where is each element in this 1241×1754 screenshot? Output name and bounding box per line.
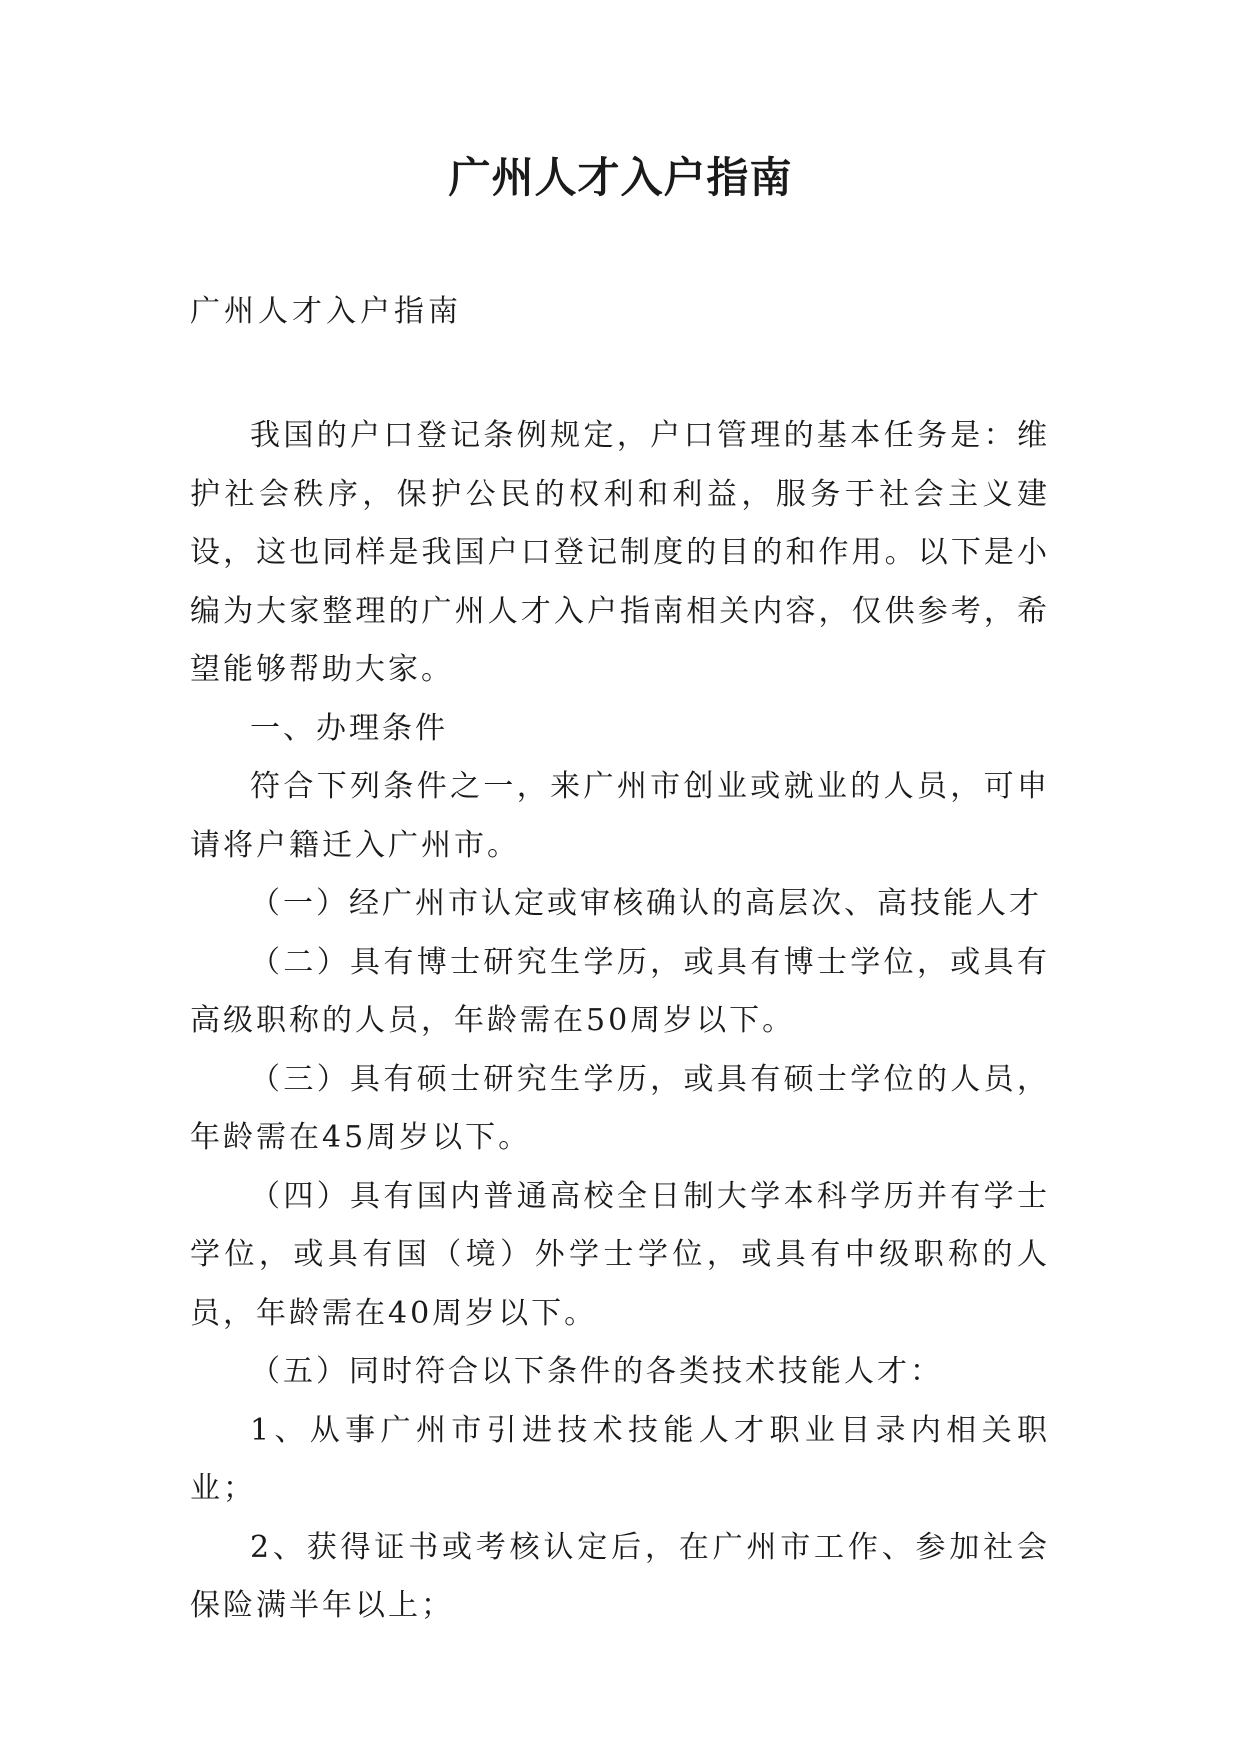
document-subtitle: 广州人才入户指南: [190, 294, 462, 329]
sub-condition-2: 2、获得证书或考核认定后，在广州市工作、参加社会保险满半年以上；: [190, 1529, 1050, 1623]
document-body: [190, 407, 1050, 1636]
sub-condition-1: 1、从事广州市引进技术技能人才职业目录内相关职业；: [190, 1412, 1050, 1506]
condition-item-1: （一）经广州市认定或审核确认的高层次、高技能人才: [250, 886, 1042, 921]
condition-item-5: （五）同时符合以下条件的各类技术技能人才：: [250, 1354, 943, 1389]
section-heading-conditions: 一、办理条件: [250, 710, 448, 746]
paragraph-intro: 我国的户口登记条例规定，户口管理的基本任务是：维护社会秩序，保护公民的权利和利益，服务于社会主义建设，这也同样是我国户口登记制度的目的和作用。以下是小编为大家整理的广州人才入户指南相关内容，仅供参考，希望能够帮助大家。: [190, 418, 1050, 687]
condition-item-3: （三）具有硕士研究生学历，或具有硕士学位的人员，年龄需在45周岁以下。: [190, 1061, 1050, 1155]
condition-item-4: （四）具有国内普通高校全日制大学本科学历并有学士学位，或具有国（境）外学士学位，或具有中级职称的人员，年龄需在40周岁以下。: [190, 1178, 1050, 1331]
condition-item-2: （二）具有博士研究生学历，或具有博士学位，或具有高级职称的人员，年龄需在50周岁以下。: [190, 944, 1050, 1038]
document-title: 广州人才入户指南: [448, 153, 793, 202]
paragraph-conditions-lead: 符合下列条件之一，来广州市创业或就业的人员，可申请将户籍迁入广州市。: [190, 769, 1050, 863]
